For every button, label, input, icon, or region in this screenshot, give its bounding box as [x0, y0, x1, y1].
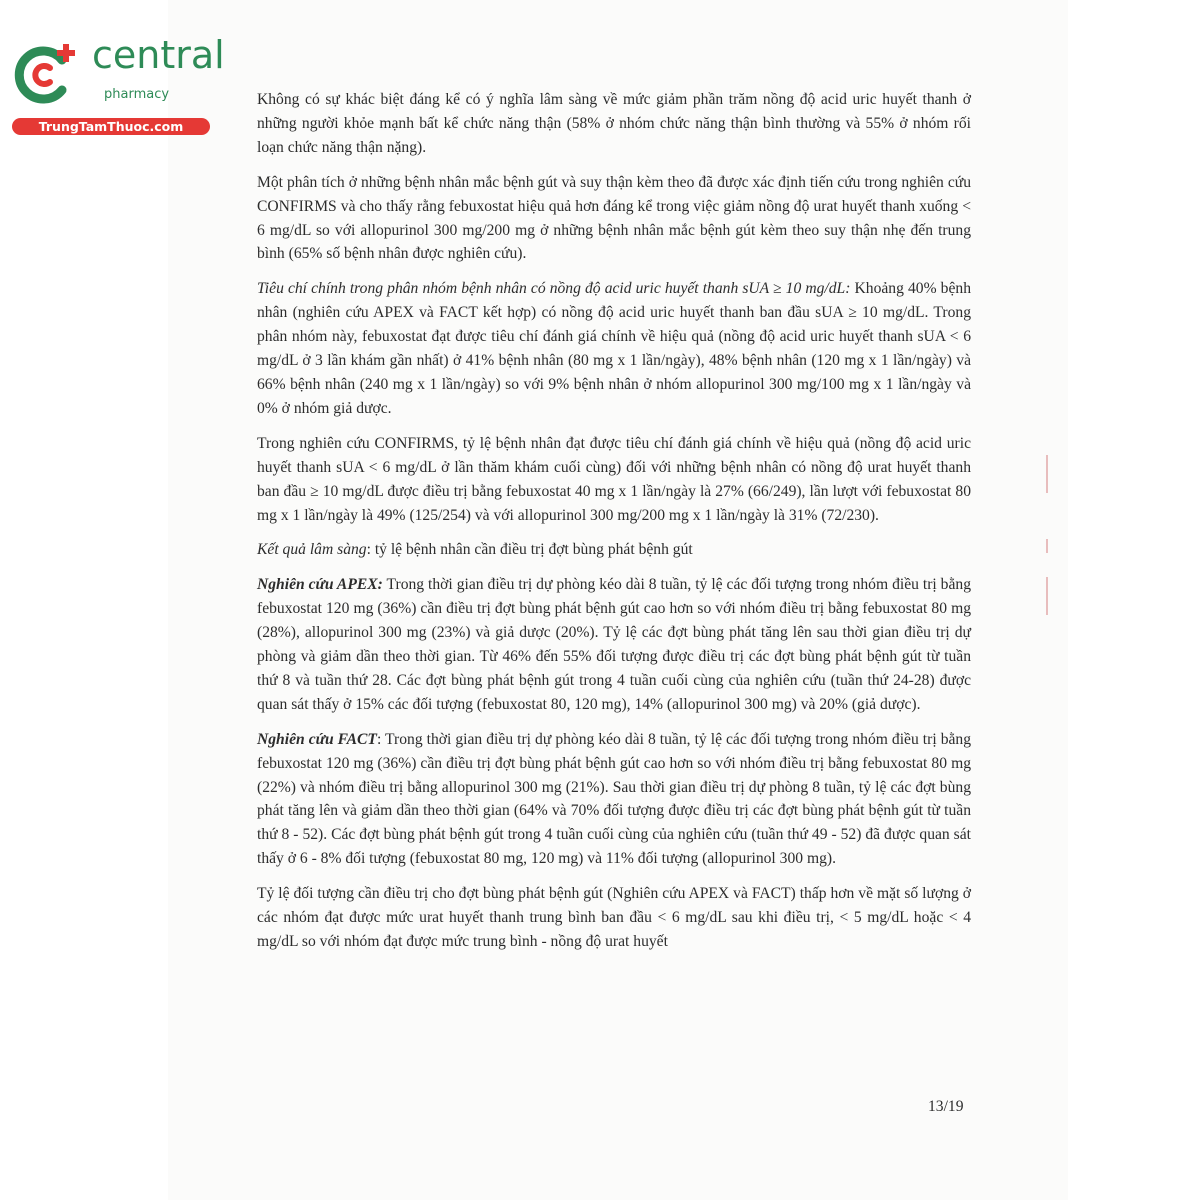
- document-body: [257, 88, 971, 965]
- clinical-results-heading: Kết quả lâm sàng: [257, 541, 367, 559]
- subgroup-heading: Tiêu chí chính trong phân nhóm bệnh nhân có nồng độ acid uric huyết thanh sUA ≥ 10 mg/dL:: [257, 280, 851, 298]
- brand-name: central: [92, 33, 225, 77]
- scan-edge-marks: [1042, 455, 1054, 615]
- fact-heading: Nghiên cứu FACT: [257, 730, 377, 748]
- brand-subtitle: pharmacy: [104, 87, 170, 102]
- paragraph: [257, 728, 971, 871]
- paragraph: Không có sự khác biệt đáng kể có ý nghĩa lâm sàng về mức giảm phần trăm nồng độ acid uric huyết thanh ở những người khỏe mạnh bất kể chức năng thận (58% ở nhóm chức năng thận bình thường và 55% ở nhóm rối loạn chức năng thận nặng).: [257, 91, 971, 156]
- paragraph: [257, 538, 971, 562]
- central-pharmacy-logo[interactable]: [10, 33, 225, 140]
- paragraph: Tỷ lệ đối tượng cần điều trị cho đợt bùng phát bệnh gút (Nghiên cứu APEX và FACT) thấp hơn về mặt số lượng ở các nhóm đạt được mức urat huyết thanh trung bình ban đầu < 6 mg/dL sau khi điều trị, < 5 mg/dL hoặc < 4 mg/dL so với nhóm đạt được mức trung bình - nồng độ urat huyết: [257, 885, 971, 950]
- paragraph: Một phân tích ở những bệnh nhân mắc bệnh gút và suy thận kèm theo đã được xác định tiến cứu trong nghiên cứu CONFIRMS và cho thấy rằng febuxostat hiệu quả hơn đáng kể trong việc giảm nồng độ urat huyết thanh xuống < 6 mg/dL so với allopurinol 300 mg/200 mg ở những bệnh nhân mắc bệnh gút kèm theo suy thận nhẹ đến trung bình (65% số bệnh nhân được nghiên cứu).: [257, 173, 971, 263]
- paragraph-body: : tỷ lệ bệnh nhân cần điều trị đợt bùng phát bệnh gút: [366, 541, 693, 559]
- paragraph: [257, 277, 971, 420]
- paragraph-body: Khoảng 40% bệnh nhân (nghiên cứu APEX và FACT kết hợp) có nồng độ acid uric huyết thanh ban đầu sUA ≥ 10 mg/dL. Trong phân nhóm này, febuxostat đạt được tiêu chí đánh giá chính về hiệu quả (nồng độ acid uric huyết thanh sUA < 6 mg/dL ở 3 lần khám gần nhất) ở 41% bệnh nhân (80 mg x 1 lần/ngày), 48% bệnh nhân (120 mg x 1 lần/ngày) và 66% bệnh nhân (240 mg x 1 lần/ngày) so với 9% bệnh nhân ở nhóm allopurinol 300 mg/100 mg x 1 lần/ngày và 0% ở nhóm giả dược.: [257, 280, 971, 417]
- paragraph-body: Trong thời gian điều trị dự phòng kéo dài 8 tuần, tỷ lệ các đối tượng trong nhóm điều trị bằng febuxostat 120 mg (36%) cần điều trị đợt bùng phát bệnh gút cao hơn so với nhóm điều trị bằng febuxostat 80 mg (28%), allopurinol 300 mg (23%) và giả dược (20%). Tỷ lệ các đợt bùng phát tăng lên sau thời gian điều trị dự phòng và giảm dần theo thời gian. Từ 46% đến 55% đối tượng được điều trị các đợt bùng phát bệnh gút từ tuần thứ 8 và tuần thứ 28. Các đợt bùng phát bệnh gút trong 4 tuần cuối cùng của nghiên cứu (tuần thứ 24-28) được quan sát thấy ở 15% các đối tượng (febuxostat 80, 120 mg), 14% (allopurinol 300 mg) và 20% (giả dược).: [257, 576, 971, 713]
- paragraph-body: : Trong thời gian điều trị dự phòng kéo dài 8 tuần, tỷ lệ các đối tượng trong nhóm điều trị bằng febuxostat 120 mg (36%) cần điều trị đợt bùng phát bệnh gút cao hơn so với nhóm điều trị bằng febuxostat 80 mg (22%) và nhóm điều trị bằng allopurinol 300 mg (21%). Sau thời gian điều trị dự phòng 8 tuần, tỷ lệ các đợt bùng phát tăng lên và giảm dần theo thời gian (64% và 70% đối tượng được điều trị các đợt bùng phát bệnh gút từ tuần thứ 8 - 52). Các đợt bùng phát bệnh gút trong 4 tuần cuối cùng của nghiên cứu (tuần thứ 49 - 52) đã được quan sát thấy ở 6 - 8% đối tượng (febuxostat 80 mg, 120 mg) và 11% đối tượng (allopurinol 300 mg).: [257, 730, 972, 868]
- page-number: 13/19: [928, 1098, 964, 1115]
- brand-url-badge[interactable]: TrungTamThuoc.com: [12, 118, 210, 135]
- paragraph: Trong nghiên cứu CONFIRMS, tỷ lệ bệnh nhân đạt được tiêu chí đánh giá chính về hiệu quả (nồng độ acid uric huyết thanh sUA < 6 mg/dL ở lần thăm khám cuối cùng) đối với những bệnh nhân có nồng độ urat huyết thanh ban đầu ≥ 10 mg/dL được điều trị bằng febuxostat 40 mg x 1 lần/ngày là 27% (66/249), lần lượt với febuxostat 80 mg x 1 lần/ngày là 49% (125/254) và với allopurinol 300 mg/200 mg x 1 lần/ngày là 31% (72/230).: [257, 434, 971, 524]
- paragraph: [257, 573, 971, 716]
- central-logo-icon: [10, 40, 80, 110]
- apex-heading: Nghiên cứu APEX:: [257, 576, 383, 594]
